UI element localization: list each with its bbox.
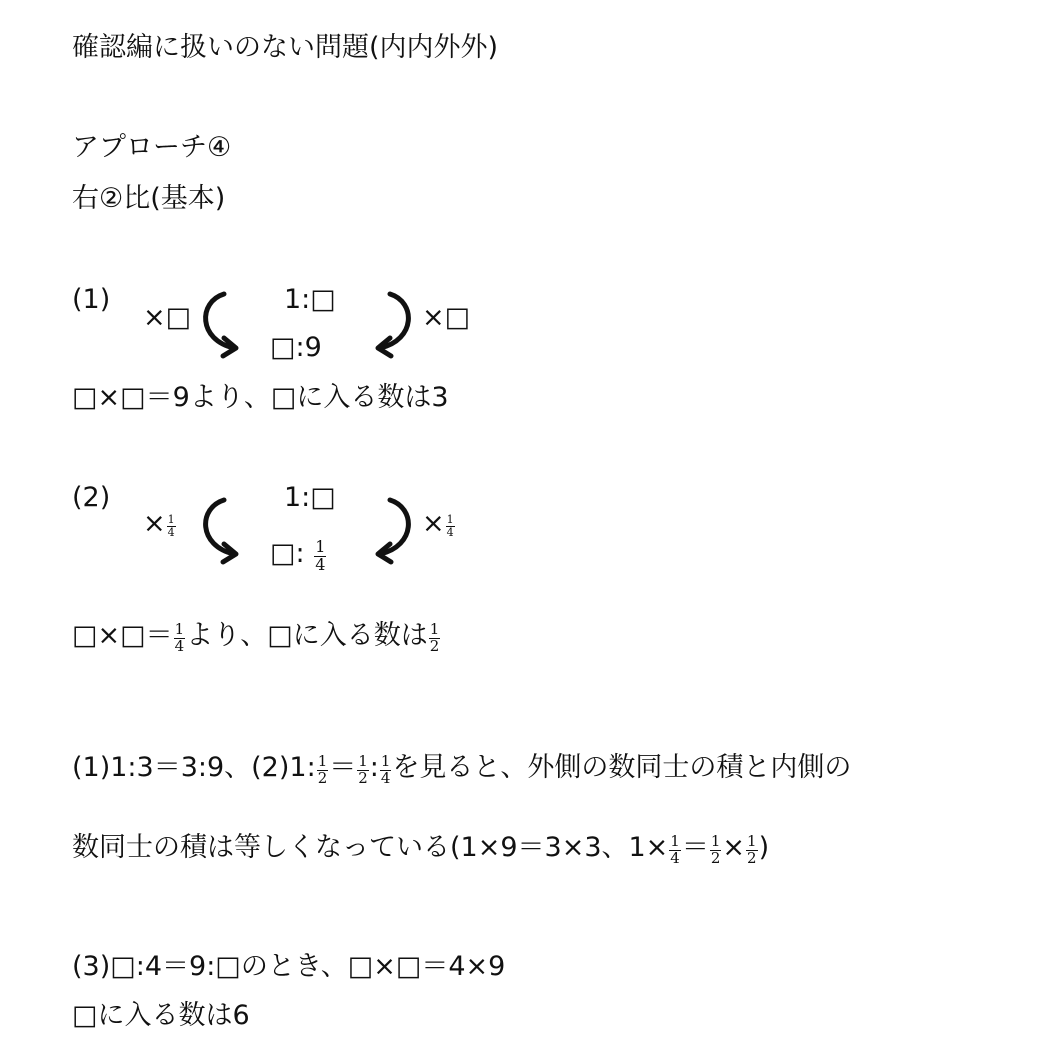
fraction-numerator: 1 (315, 537, 326, 556)
problem-3-line-1: (3)□:4＝9:□のとき、□×□＝4×9 (72, 951, 506, 982)
problem-1-result: □×□＝9より、□に入る数は3 (72, 382, 449, 413)
colon: : (369, 751, 379, 783)
fraction-denominator: 4 (315, 554, 326, 574)
problem-2-left-multiplier (143, 510, 177, 537)
problem-2-bottom-ratio (270, 537, 327, 572)
fraction-numerator: 1 (380, 752, 391, 770)
problem-2-result (72, 620, 441, 653)
fraction-denominator: 2 (429, 636, 440, 655)
problem-3-line-2: □に入る数は6 (72, 1000, 250, 1031)
ratio-prefix: □: (270, 537, 305, 569)
fraction-denominator: 2 (747, 848, 757, 867)
observation-text: 数同士の積は等しくなっている(1×9＝3×3、1× (72, 831, 669, 863)
fraction-denominator: 4 (174, 636, 185, 655)
fraction-numerator: 1 (358, 752, 368, 770)
fraction-denominator: 2 (317, 768, 328, 787)
fraction (317, 754, 329, 787)
fraction-numerator: 1 (317, 752, 328, 770)
fraction-denominator: 2 (358, 768, 368, 787)
fraction-numerator: 1 (747, 832, 757, 850)
problem-1-left-multiplier: ×□ (143, 302, 192, 333)
problem-2-label: (2) (72, 482, 111, 513)
problem-1-right-multiplier: ×□ (422, 302, 471, 333)
close-paren: ) (758, 831, 770, 863)
fraction-numerator: 1 (167, 513, 175, 527)
fraction-numerator: 1 (429, 620, 440, 638)
fraction (746, 834, 758, 867)
observation-text: (1)1:3＝3:9、(2)1: (72, 751, 316, 783)
approach-label: アプローチ④ (72, 132, 232, 163)
fraction (174, 622, 186, 655)
fraction-numerator: 1 (670, 832, 680, 850)
observation-line-1 (72, 752, 851, 785)
problem-2-top-ratio: 1:□ (284, 482, 336, 513)
equals-sign: ＝ (681, 831, 709, 863)
problem-1-top-ratio: 1:□ (284, 284, 336, 315)
observation-line-2 (72, 832, 769, 865)
fraction-numerator: 1 (174, 620, 185, 638)
fraction (446, 514, 455, 538)
times-sign: × (143, 508, 166, 539)
times-sign: × (422, 508, 445, 539)
fraction (314, 539, 326, 574)
times-sign: × (722, 831, 746, 863)
problem-1-label: (1) (72, 284, 111, 315)
result-text: より、□に入る数は (186, 619, 428, 651)
result-text: □×□＝ (72, 619, 173, 651)
fraction (669, 834, 681, 867)
problem-1-bottom-ratio: □:9 (270, 332, 322, 363)
curved-arrow-right-icon (368, 288, 418, 358)
fraction (380, 754, 392, 787)
equals-sign: ＝ (329, 751, 357, 783)
fraction-denominator: 4 (670, 848, 680, 867)
fraction (710, 834, 722, 867)
fraction-denominator: 4 (167, 526, 175, 539)
fraction-denominator: 4 (446, 526, 454, 539)
page-title: 確認編に扱いのない問題(内内外外) (72, 32, 499, 63)
fraction-denominator: 2 (710, 848, 721, 867)
curved-arrow-left-icon (196, 288, 246, 358)
curved-arrow-left-icon (196, 494, 246, 564)
fraction (357, 754, 369, 787)
curved-arrow-right-icon (368, 494, 418, 564)
fraction-numerator: 1 (446, 513, 454, 527)
fraction-numerator: 1 (710, 832, 721, 850)
fraction-denominator: 4 (380, 768, 391, 787)
problem-2-right-multiplier (422, 510, 456, 537)
section-label: 右②比(基本) (72, 183, 226, 214)
observation-text: を見ると、外側の数同士の積と内側の (392, 751, 852, 783)
fraction (429, 622, 441, 655)
fraction (167, 514, 176, 538)
